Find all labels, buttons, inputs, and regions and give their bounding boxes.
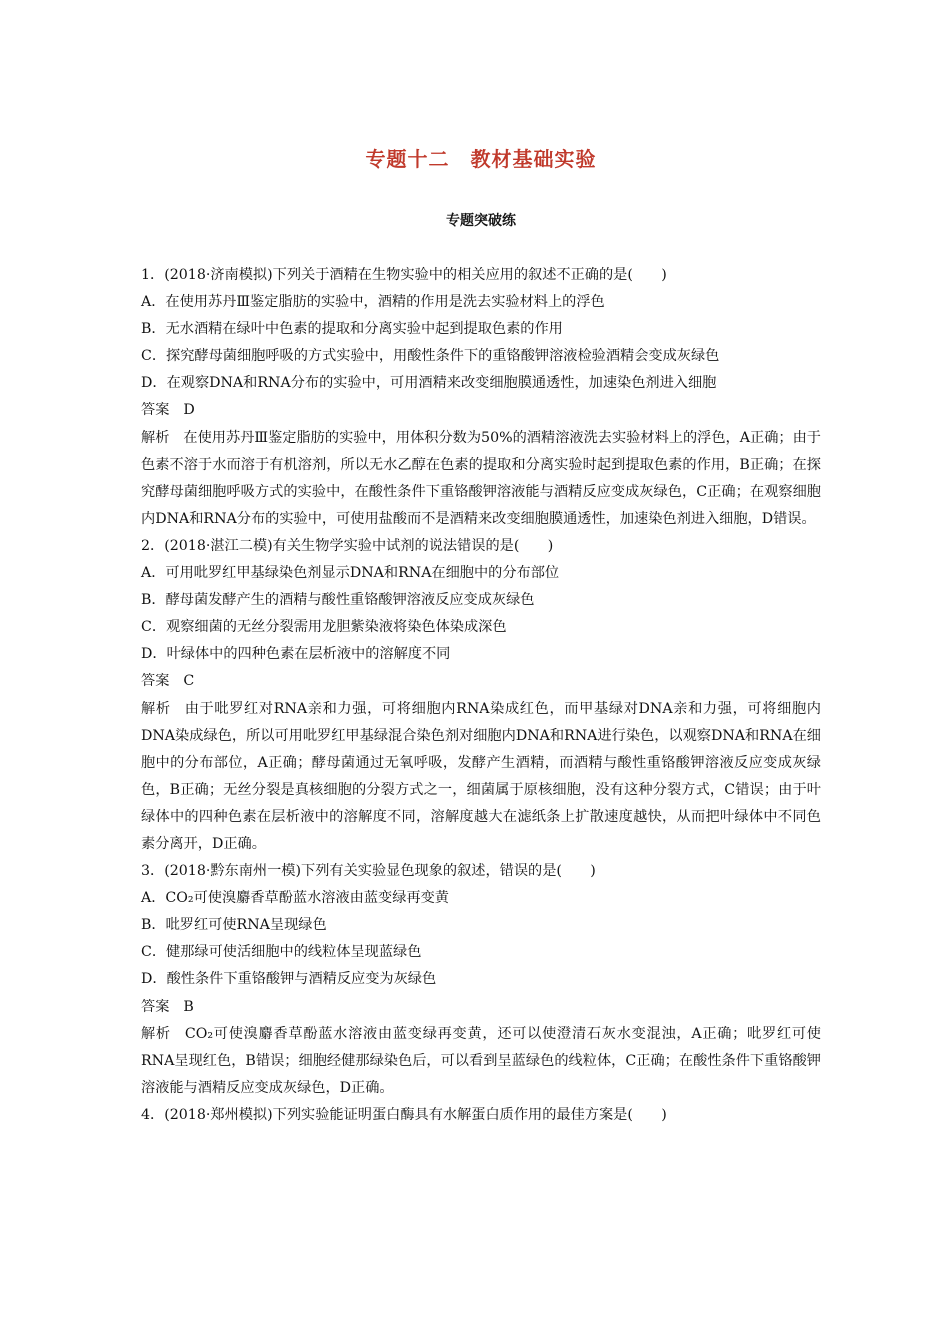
analysis-text: 由于吡罗红对RNA亲和力强，可将细胞内RNA染成红色，而甲基绿对DNA亲和力强，可将细胞内DNA染成绿色，所以可用吡罗红甲基绿混合染色剂对细胞内DNA和RNA进行染色，以观察DNA和RNA在细胞中的分布部位，A正确；酵母菌通过无氧呼吸，发酵产生酒精，而酒精与酸性重铬酸钾溶液反应变成灰绿色，B正确；无丝分裂是真核细胞的分裂方式之一，细菌属于原核细胞，没有这种分裂方式，C错误；由于叶绿体中的四种色素在层析液中的溶解度不同，溶解度越大在滤纸条上扩散速度越快，从而把叶绿体中不同色素分离开，D正确。 [141,700,821,852]
option-a: A．CO₂可使溴麝香草酚蓝水溶液由蓝变绿再变黄 [141,890,449,907]
analysis-label: 解析 [141,1025,171,1042]
option-a: A．在使用苏丹Ⅲ鉴定脂肪的实验中，酒精的作用是洗去实验材料上的浮色 [141,294,605,311]
question-stem: 3．(2018·黔东南州一模)下列有关实验显色现象的叙述，错误的是( ) [141,863,596,880]
answer-line [141,994,821,1021]
option-c: C．探究酵母菌细胞呼吸的方式实验中，用酸性条件下的重铬酸钾溶液检验酒精会变成灰绿色 [141,348,720,365]
question-list [141,262,821,1129]
question-stem: 1．(2018·济南模拟)下列关于酒精在生物实验中的相关应用的叙述不正确的是( ) [141,267,667,283]
answer-value: B [183,998,194,1015]
page-title: 专题十二 教材基础实验 [365,147,597,171]
answer-label: 答案 [141,402,170,419]
option-d: D．在观察DNA和RNA分布的实验中，可用酒精来改变细胞膜通透性，加速染色剂进入细胞 [141,375,717,392]
option-c: C．观察细菌的无丝分裂需用龙胆紫染液将染色体染成深色 [141,619,507,636]
answer-label: 答案 [141,673,170,690]
analysis-text: CO₂可使溴麝香草酚蓝水溶液由蓝变绿再变黄，还可以使澄清石灰水变混浊，A正确；吡罗红可使RNA呈现红色，B错误；细胞经健那绿染色后，可以看到呈蓝绿色的线粒体，C正确；在酸性条件下重铬酸钾溶液能与酒精反应变成灰绿色，D正确。 [141,1025,821,1096]
analysis-label: 解析 [141,429,170,446]
option-b: B．酵母菌发酵产生的酒精与酸性重铬酸钾溶液反应变成灰绿色 [141,592,535,609]
analysis-paragraph [141,425,821,533]
answer-label: 答案 [141,998,170,1015]
question-stem: 2．(2018·湛江二模)有关生物学实验中试剂的说法错误的是( ) [141,537,554,554]
analysis-text: 在使用苏丹Ⅲ鉴定脂肪的实验中，用体积分数为50%的酒精溶液洗去实验材料上的浮色，A正确；由于色素不溶于水而溶于有机溶剂，所以无水乙醇在色素的提取和分离实验时起到提取色素的作用，B正确；在探究酵母菌细胞呼吸方式的实验中，在酸性条件下重铬酸钾溶液能与酒精反应变成灰绿色，C正确；在观察细胞内DNA和RNA分布的实验中，可使用盐酸而不是酒精来改变细胞膜通透性，加速染色剂进入细胞，D错误。 [141,429,821,527]
question-stem: 4．(2018·郑州模拟)下列实验能证明蛋白酶具有水解蛋白质作用的最佳方案是( ) [141,1106,667,1123]
option-d: D．叶绿体中的四种色素在层析液中的溶解度不同 [141,646,451,663]
option-d: D．酸性条件下重铬酸钾与酒精反应变为灰绿色 [141,971,437,988]
option-b: B．无水酒精在绿叶中色素的提取和分离实验中起到提取色素的作用 [141,321,563,338]
option-b: B．吡罗红可使RNA呈现绿色 [141,917,327,934]
option-a: A．可用吡罗红甲基绿染色剂显示DNA和RNA在细胞中的分布部位 [141,565,560,582]
analysis-paragraph [141,1021,821,1102]
answer-line [141,397,821,424]
analysis-label: 解析 [141,700,171,717]
answer-line [141,668,821,695]
answer-value: C [183,673,195,690]
option-c: C．健那绿可使活细胞中的线粒体呈现蓝绿色 [141,944,422,961]
analysis-paragraph [141,696,821,859]
answer-value: D [183,402,195,419]
section-subtitle: 专题突破练 [446,213,516,229]
